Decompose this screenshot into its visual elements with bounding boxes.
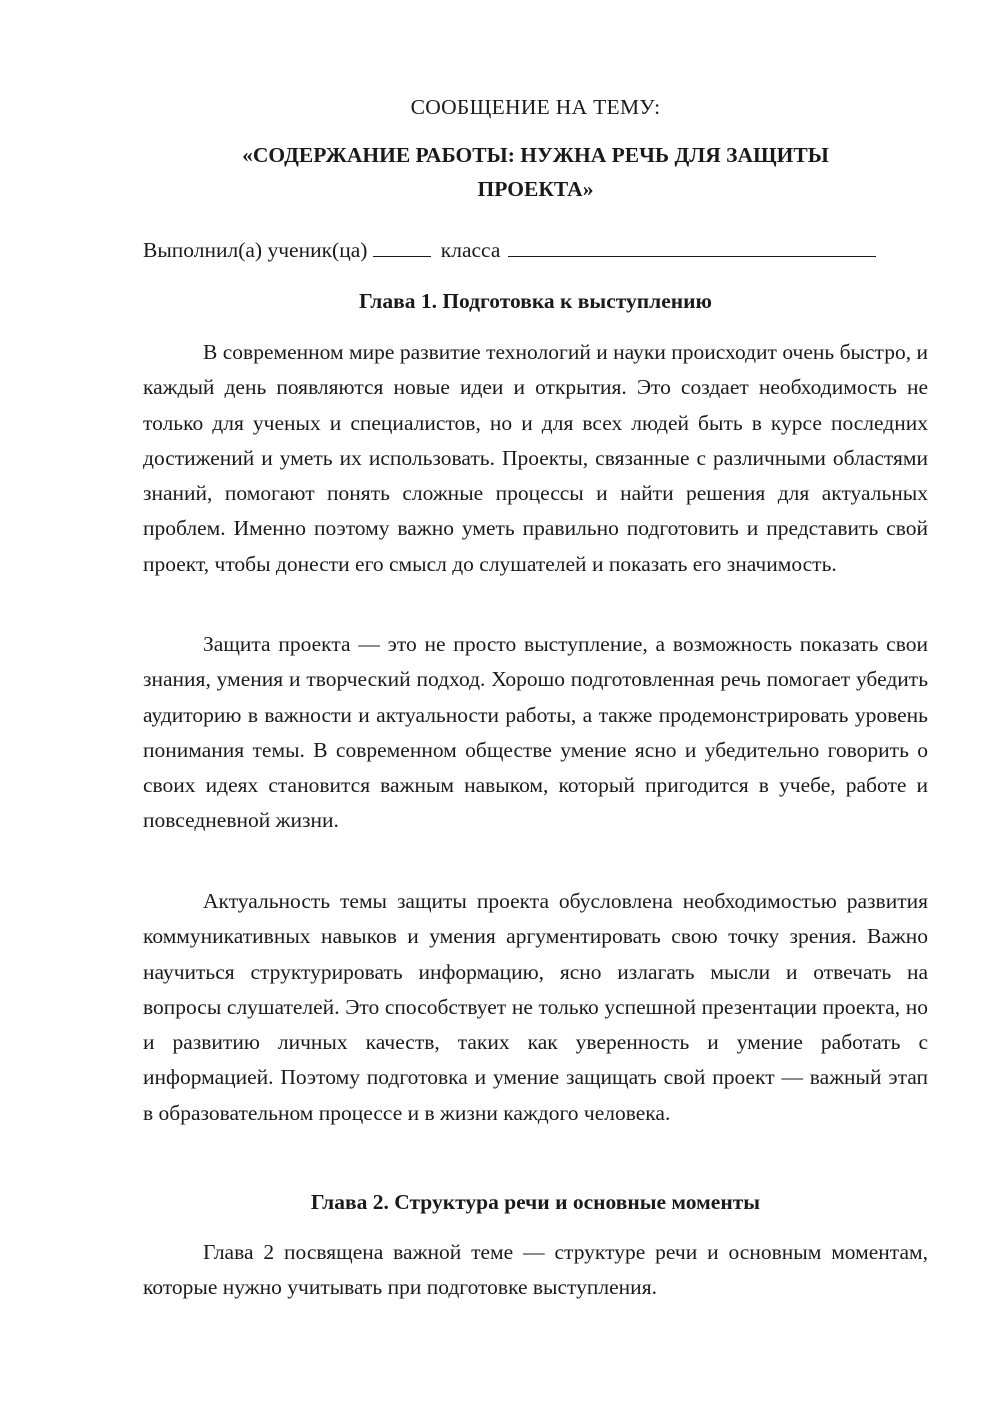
paragraph: Актуальность темы защиты проекта обусловлена необходимостью развития коммуникативных навыков и умения аргументировать свою точку зрения. Важно научиться структурировать информацию, ясно излагать мысли и отвечать на вопросы слушателей. Это способствует не только успешной презентации проекта, но и развитию личных качеств, таких как уверенность и умение работать с информацией. Поэтому подготовка и умение защищать свой проект — важный этап в образовательном процессе и в жизни каждого человека. — [143, 889, 928, 1125]
chapter-2-title: Глава 2. Структура речи и основные моменты — [310, 1190, 761, 1214]
document-heading: СООБЩЕНИЕ НА ТЕМУ: — [410, 95, 661, 119]
class-label: класса — [440, 238, 501, 262]
document-title-line-1: «СОДЕРЖАНИЕ РАБОТЫ: НУЖНА РЕЧЬ ДЛЯ ЗАЩИТЫ — [242, 143, 829, 167]
name-blank — [508, 234, 876, 257]
paragraph: Защита проекта — это не просто выступление, а возможность показать свои знания, умения и творческий подход. Хорошо подготовленная речь помогает убедить аудиторию в важности и актуальности работы, а также продемонстрировать уровень понимания темы. В современном обществе умение ясно и убедительно говорить о своих идеях становится важным навыком, который пригодится в учебе, работе и повседневной жизни. — [143, 632, 928, 833]
chapter-1-title: Глава 1. Подготовка к выступлению — [359, 289, 712, 313]
performed-by-label: Выполнил(а) ученик(ца) — [143, 238, 368, 262]
author-line — [143, 234, 928, 263]
document-title-line-2: ПРОЕКТА» — [477, 177, 594, 201]
paragraph: Глава 2 посвящена важной теме — структуре речи и основным моментам, которые нужно учитывать при подготовке выступления. — [143, 1240, 928, 1300]
grade-blank — [373, 234, 431, 257]
paragraph: В современном мире развитие технологий и науки происходит очень быстро, и каждый день появляются новые идеи и открытия. Это создает необходимость не только для ученых и специалистов, но и для всех людей быть в курсе последних достижений и уметь их использовать. Проекты, связанные с различными областями знаний, помогают понять сложные процессы и найти решения для актуальных проблем. Именно поэтому важно уметь правильно подготовить и представить свой проект, чтобы донести его смысл до слушателей и показать его значимость. — [143, 340, 928, 576]
